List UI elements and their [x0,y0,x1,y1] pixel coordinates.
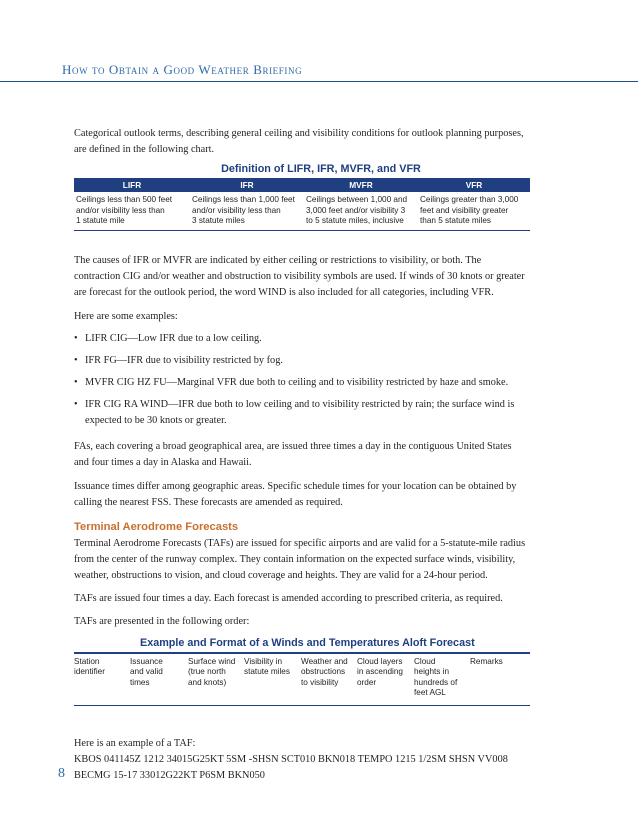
taf-paragraph-1: Terminal Aerodrome Forecasts (TAFs) are issued for specific airports and are valid for a 5-statute-mile radius from the center of the runway complex. They contain information on the expected surface winds, visibility, weather, obstructions to vision, and cloud coverage and heights. They are valid for a 24-hour period. [74,537,526,581]
taf-paragraph-2: TAFs are issued four times a day. Each forecast is amended according to prescribed criteria, as required. [74,592,503,604]
cell-line: obstructions [301,667,346,676]
page-content [74,126,528,784]
cell-line: and knots) [188,677,227,687]
cell-cloud-layers [357,654,414,706]
list-item: • LIFR CIG—Low IFR due to a low ceiling. [74,332,262,344]
cell-surface-wind [188,654,244,706]
cell-issuance-valid-times [130,654,188,706]
running-header: How to Obtain a Good Weather Briefing [62,62,303,77]
cell-line: Weather and [301,656,348,666]
column-header-lifr: LIFR [74,178,190,192]
causes-paragraph: The causes of IFR or MVFR are indicated by either ceiling or restrictions to visibility, or both. The contraction CIG and/or weather and obstruction to visibility symbols are used. If winds of 30 knots or greater are forecast for the outlook period, the word WIND is also included for all categories, including VFR. [74,254,525,298]
cell-line: than 5 statute miles [420,216,491,225]
cell-line: Ceilings less than 500 feet [76,195,173,204]
cell-line: in ascending [357,667,403,676]
cell-line: to visibility [301,677,339,687]
cell-line: (true north [188,667,226,676]
cell-line: 1 statute mile [76,216,125,225]
taf-example-intro: Here is an example of a TAF: [74,737,196,749]
cell-line: times [130,677,150,687]
cell-line: to 5 statute miles, inclusive [306,216,404,225]
section-heading: Terminal Aerodrome Forecasts [74,520,239,533]
cell-line: and valid [130,667,163,676]
list-item-text: LIFR CIG—Low IFR due to a low ceiling. [85,332,262,344]
list-item: • IFR CIG RA WIND—IFR due both to low ceiling and to visibility restricted by rain; the surface wind is expected to be 30 knots or greater. [74,398,515,426]
column-header-ifr: IFR [190,178,304,192]
cell-ifr [190,192,304,230]
cell-weather-obstructions [301,654,357,706]
cell-mvfr [304,192,418,230]
list-item-text: IFR CIG RA WIND—IFR due both to low ceiling and to visibility restricted by rain; the surface wind is expected to be 30 knots or greater. [85,398,515,426]
cell-line: Station [74,656,100,666]
cell-line: statute miles [244,667,290,676]
cell-line: Surface wind [188,656,236,666]
table-row [74,192,530,230]
cell-lifr [74,192,190,230]
cell-remarks [470,654,530,706]
cell-line: 3 statute miles [192,216,245,225]
cell-line: Ceilings greater than 3,000 [420,195,519,204]
table2-title: Example and Format of a Winds and Temperatures Aloft Forecast [140,636,475,649]
issuance-paragraph: Issuance times differ among geographic areas. Specific schedule times for your location can be obtained by calling the nearest FSS. These forecasts are amended as required. [74,480,517,508]
header-rule [0,81,638,82]
table-row [74,654,530,706]
cell-line: heights in [414,667,450,676]
cell-line: order [357,677,377,687]
definition-table [74,178,530,231]
cell-line: Visibility in [244,656,283,666]
list-item-text: IFR FG—IFR due to visibility restricted by fog. [85,354,283,366]
fas-paragraph: FAs, each covering a broad geographical area, are issued three times a day in the contiguous United States and four times a day in Alaska and Hawaii. [74,440,512,468]
cell-line: hundreds of [414,677,458,687]
cell-station-identifier [74,654,130,706]
list-item: • MVFR CIG HZ FU—Marginal VFR due both to ceiling and to visibility restricted by haze and smoke. [74,376,509,388]
intro-paragraph: Categorical outlook terms, describing general ceiling and visibility conditions for outlook planning purposes, are defined in the following chart. [74,128,524,155]
cell-line: Ceilings between 1,000 and [306,195,408,204]
cell-line: feet and visibility greater [420,205,509,215]
examples-list [74,331,528,429]
cell-line: Cloud [414,656,436,666]
cell-vfr [418,192,530,230]
cell-cloud-heights [414,654,470,706]
cell-visibility [244,654,301,706]
cell-line: and/or visibility less than [192,205,281,215]
page-number: 8 [58,766,65,781]
cell-line: feet AGL [414,688,446,697]
table1-title: Definition of LIFR, IFR, MVFR, and VFR [221,163,421,175]
list-item-text: MVFR CIG HZ FU—Marginal VFR due both to ceiling and to visibility restricted by haze and smoke. [85,376,509,388]
column-header-vfr: VFR [418,178,530,192]
cell-line: Cloud layers [357,656,403,666]
cell-line: Issuance [130,656,163,666]
cell-line: identifier [74,667,105,676]
cell-line: and/or visibility less than [76,205,165,215]
taf-paragraph-3: TAFs are presented in the following order: [74,615,250,627]
taf-format-table [74,654,530,706]
table-header-row [74,178,530,192]
taf-example-line-1: KBOS 041145Z 1212 34015G25KT 5SM -SHSN SCT010 BKN018 TEMPO 1215 1/2SM SHSN VV008 [74,753,508,765]
list-item: • IFR FG—IFR due to visibility restricted by fog. [74,354,283,366]
column-header-mvfr: MVFR [304,178,418,192]
examples-intro: Here are some examples: [74,310,178,322]
taf-example-line-2: BECMG 15-17 33012G22KT P6SM BKN050 [74,769,265,781]
cell-line: 3,000 feet and/or visibility 3 [306,205,406,215]
cell-line: Remarks [470,656,503,666]
cell-line: Ceilings less than 1,000 feet [192,195,295,204]
